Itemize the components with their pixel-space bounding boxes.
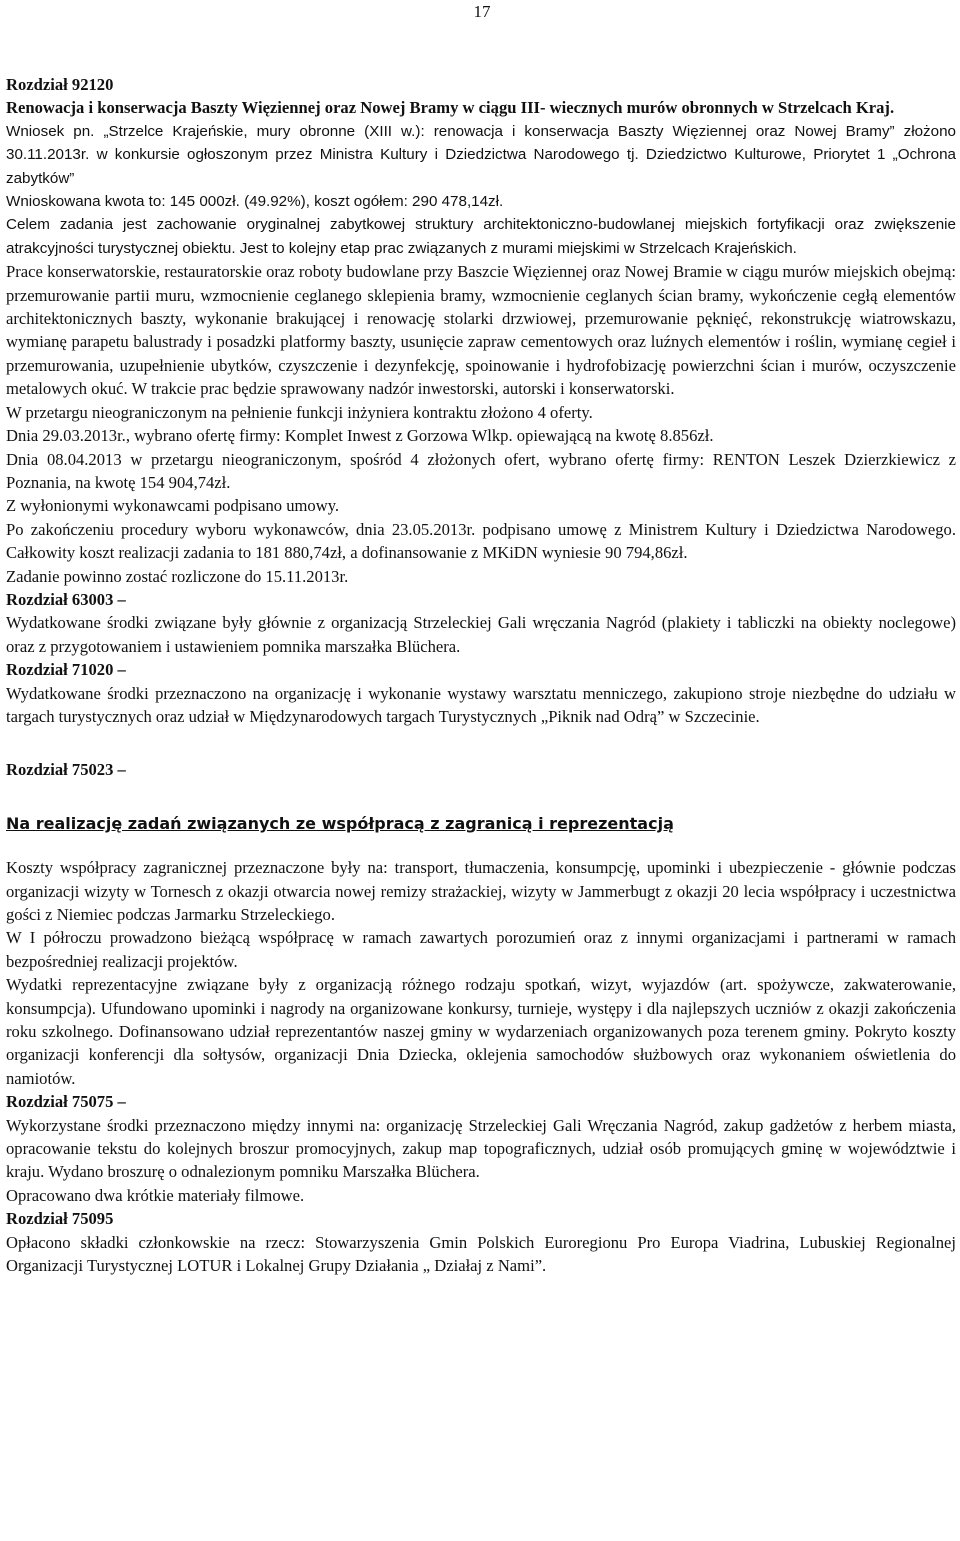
page-number: 17 [473, 2, 491, 21]
document-body [6, 73, 956, 1278]
section-92120-contracts: Z wyłonionymi wykonawcami podpisano umowy. [6, 496, 340, 516]
section-63003-heading: Rozdział 63003 – [6, 589, 126, 609]
section-92120-title: Renowacja i konserwacja Baszty Więziennej oraz Nowej Bramy w ciągu III- wiecznych murów obronnych w Strzelcach Kraj. [6, 98, 895, 118]
section-92120-tender-1-result: Dnia 29.03.2013r., wybrano ofertę firmy: Komplet Inwest z Gorzowa Wlkp. opiewającą na kwotę 8.856zł. [6, 426, 714, 446]
section-75023-paragraph-2: W I półroczu prowadzono bieżącą współpracę w ramach zawartych porozumień oraz z innymi organizacjami i partnerami w ramach bezpośredniej realizacji projektów. [6, 928, 956, 971]
section-92120-settlement: Zadanie powinno zostać rozliczone do 15.11.2013r. [6, 566, 349, 586]
section-75075-films: Opracowano dwa krótkie materiały filmowe. [6, 1185, 305, 1205]
section-75075-heading: Rozdział 75075 – [6, 1092, 126, 1112]
section-92120-goal: Celem zadania jest zachowanie oryginalnej zabytkowej struktury architektoniczno-budowlanej miejskich fortyfikacji oraz zwiększenie atrakcyjności turystycznej obiektu. Jest to kolejny etap prac związanych z murami miejskimi w Strzelcach Krajeńskich. [6, 216, 956, 257]
section-71020-text: Wydatkowane środki przeznaczono na organizację i wykonanie wystawy warsztatu menniczego, zakupiono stroje niezbędne do udziału w targach turystycznych oraz udział w Międzynarodowych targach Turystycznych „Piknik nad Odrą” w Szczecinie. [6, 683, 956, 726]
section-75075-text: Wykorzystane środki przeznaczono między innymi na: organizację Strzeleckiej Gali Wręczania Nagród, zakup gadżetów z herbem miasta, opracowanie tekstu do kolejnych broszur promocyjnych, zakup map topograficznych, udział osób promujących gminę w województwie i kraju. Wydano broszurę o odnalezionym pomniku Marszałka Blüchera. [6, 1115, 956, 1182]
section-75023-paragraph-3: Wydatki reprezentacyjne związane były z organizacją różnego rodzaju spotkań, wizyt, wyjazdów (art. spożywcze, zakwaterowanie, konsumpcja). Ufundowano upominki i nagrody na organizowane konkursy, turnieje, występy i dla najlepszych uczniów z okazji zakończenia roku szkolnego. Dofinansowano udział reprezentantów naszej gminy w wydarzeniach organizowanych poza terenem gminy. Pokryto koszty organizacji konferencji dla sołtysów, organizacji Dnia Dziecka, oklejenia samochodów służbowych oraz wykonaniem oświetlenia do namiotów. [6, 975, 956, 1088]
section-75023-heading: Rozdział 75023 – [6, 760, 126, 780]
section-92120-tender-1: W przetargu nieograniczonym na pełnienie funkcji inżyniera kontraktu złożono 4 oferty. [6, 402, 593, 422]
section-75095-text: Opłacono składki członkowskie na rzecz: Stowarzyszenia Gmin Polskich Euroregionu Pro Europa Viadrina, Lubuskiej Regionalnej Organizacji Turystycznej LOTUR i Lokalnej Grupy Działania „ Działaj z Nami”. [6, 1232, 956, 1276]
section-75023-paragraph-1: Koszty współpracy zagranicznej przeznaczone były na: transport, tłumaczenia, konsumpcję, upominki i ubezpieczenie - głównie podczas organizacji wizyty w Tornesch z okazji otwarcia nowej remizy strażackiej, wizyty w Jammerbugt z okazji 20 lecia współpracy i uczestnictwa gości z Niemiec podczas Jarmarku Strzeleckiego. [6, 858, 956, 924]
section-92120-tender-2: Dnia 08.04.2013 w przetargu nieograniczonym, spośród 4 złożonych ofert, wybrano ofertę firmy: RENTON Leszek Dzierzkiewicz z Poznania, na kwotę 154 904,74zł. [6, 449, 956, 492]
section-92120-requested-amount: Wnioskowana kwota to: 145 000zł. (49.92%), koszt ogółem: 290 478,14zł. [6, 193, 504, 211]
section-92120-application: Wniosek pn. „Strzelce Krajeńskie, mury obronne (XIII w.): renowacja i konserwacja Baszty Więziennej oraz Nowej Bramy” złożono 30.11.2013r. w konkursie ogłoszonym przez Ministra Kultury i Dziedzictwa Narodowego tj. Dziedzictwo Kulturowe, Priorytet 1 „Ochrona zabytków” [6, 122, 956, 187]
section-63003-text: Wydatkowane środki związane były głównie z organizacją Strzeleckiej Gali wręczania Nagród (plakiety i tabliczki na obiekty noclegowe) oraz z przygotowaniem i ustawieniem pomnika marszałka Blüchera. [6, 613, 956, 656]
section-75095-heading: Rozdział 75095 [6, 1209, 114, 1229]
section-92120-agreement: Po zakończeniu procedury wyboru wykonawców, dnia 23.05.2013r. podpisano umowę z Ministrem Kultury i Dziedzictwa Narodowego. Całkowity koszt realizacji zadania to 181 880,74zł, a dofinansowanie z MKiDN wyniesie 90 794,86zł. [6, 519, 956, 563]
section-92120-heading: Rozdział 92120 [6, 75, 114, 94]
section-75023-subheading: Na realizację zadań związanych ze współpracą z zagranicą i reprezentacją [6, 813, 674, 833]
section-92120-works: Prace konserwatorskie, restauratorskie oraz roboty budowlane przy Baszcie Więziennej oraz Nowej Bramie w ciągu murów miejskich obejmą: przemurowanie partii muru, wzmocnienie ceglanego sklepienia bramy, wzmocnienie ceglanych ścian bramy, wykończenie cegłą elementów architektonicznych baszty, wykonanie brakującej i renowację stolarki drzwiowej, przemurowanie pęknięć, rekonstrukcję wiatrowskazu, wymianę parapetu balustrady i posadzki platformy baszty, usunięcie zapraw cementowych oraz luźnych elementów i roślin, wymianę cegieł i przemurowania, uzupełnienie ubytków, czyszczenie i dezynfekcję, spoinowanie i hydrofobizację powierzchni ścian i murów, oczyszczenie metalowych okuć. W trakcie prac będzie sprawowany nadzór inwestorski, autorski i konserwatorski. [6, 262, 956, 399]
section-71020-heading: Rozdział 71020 – [6, 660, 126, 680]
